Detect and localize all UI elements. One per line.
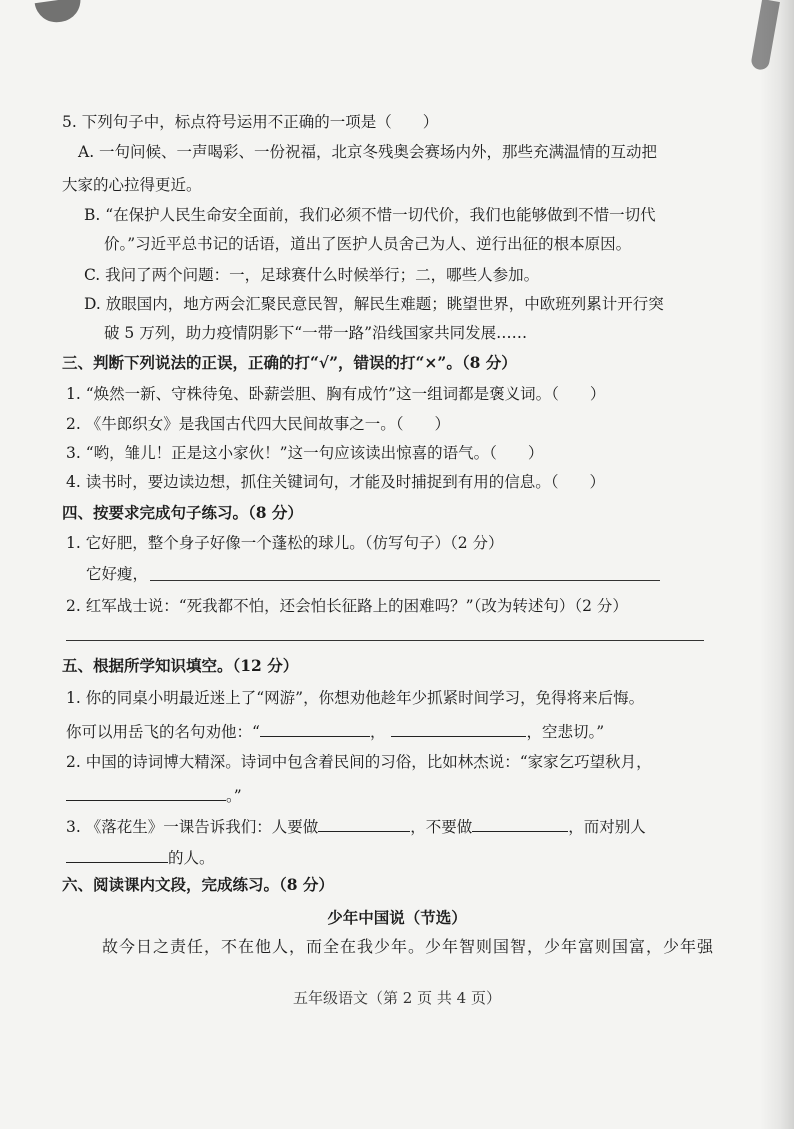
s5-q3-mid: ，不要做 [410,818,473,836]
s3-item-4: 4. 读书时，要边读边想，抓住关键词句，才能及时捕捉到有用的信息。（ ） [66,473,605,491]
s4-q1: 1. 它好肥，整个身子好像一个蓬松的球儿。（仿写句子）（2 分） [66,534,504,552]
section-3-heading: 三、判断下列说法的正误，正确的打“√”，错误的打“×”。（8 分） [62,353,517,372]
s4-q2: 2. 红军战士说：“死我都不怕，还会怕长征路上的困难吗？”（改为转述句）（2 分） [66,597,628,615]
s5-q2-end: 。” [226,787,242,805]
s5-q1-line1: 1. 你的同桌小明最近迷上了“网游”，你想劝他趁年少抓紧时间学习，免得将来后悔。 [66,689,645,707]
scan-corner-mark [35,0,84,25]
q5-option-d-line1: D. 放眼国内，地方两会汇聚民意民智，解民生难题；眺望世界，中欧班列累计开行突 [84,295,664,313]
scan-shadow-edge [760,0,794,1129]
s5-q3-line2 [66,846,215,868]
passage-title: 少年中国说（节选） [327,908,467,927]
s5-q1-blank-2[interactable] [391,720,526,737]
section-6-heading: 六、阅读课内文段，完成练习。（8 分） [62,875,334,894]
passage-paragraph: 故今日之责任，不在他人，而全在我少年。少年智则国智，少年富则国富，少年强 [102,937,715,956]
s5-q3-blank-1[interactable] [318,815,410,832]
q5-stem: 5. 下列句子中，标点符号运用不正确的一项是（ ） [62,113,439,131]
s5-q3-blank-3[interactable] [66,846,168,863]
s5-q1-prefix: 你可以用岳飞的名句劝他：“ [66,723,260,741]
section-5-heading: 五、根据所学知识填空。（12 分） [62,656,299,675]
s5-q2-line1: 2. 中国的诗词博大精深。诗词中包含着民间的习俗，比如林杰说：“家家乞巧望秋月， [66,753,652,771]
s4-q1-prefix: 它好瘦， [86,565,149,583]
s3-item-1: 1. “焕然一新、守株待兔、卧薪尝胆、胸有成竹”这一组词都是褒义词。（ ） [66,385,606,403]
q5-option-a-line1: A. 一句问候、一声喝彩、一份祝福，北京冬残奥会赛场内外，那些充满温情的互动把 [78,143,658,161]
q5-option-c: C. 我问了两个问题：一，足球赛什么时候举行；二，哪些人参加。 [84,266,540,284]
s5-q3-blank-2[interactable] [472,815,568,832]
s5-q2-line2 [66,784,242,806]
section-4-heading: 四、按要求完成句子练习。（8 分） [62,503,303,522]
s5-q1-line2 [66,720,604,742]
s5-q1-mid: ， [369,723,386,741]
s5-q3-end: ，而对别人 [568,818,646,836]
s5-q1-end: ，空悲切。” [526,723,605,741]
s4-q2-answer-line[interactable] [66,640,704,641]
s4-q1-answer-line[interactable] [150,580,660,581]
q5-option-b-line2: 价。”习近平总书记的话语，道出了医护人员舍己为人、逆行出征的根本原因。 [104,235,632,253]
page-footer: 五年级语文（第 2 页 共 4 页） [293,989,501,1007]
s3-item-3: 3. “哟，雏儿！正是这小家伙！”这一句应该读出惊喜的语气。（ ） [66,444,544,462]
q5-option-d-line2: 破 5 万列，助力疫情阴影下“一带一路”沿线国家共同发展…… [104,324,528,342]
q5-option-b-line1: B. “在保护人民生命安全面前，我们必须不惜一切代价，我们也能够做到不惜一切代 [84,206,656,224]
s3-item-2: 2. 《牛郎织女》是我国古代四大民间故事之一。（ ） [66,415,450,433]
s5-q3-line1 [66,815,646,837]
q5-option-a-line2: 大家的心拉得更近。 [62,176,202,194]
s5-q2-blank[interactable] [66,784,226,801]
s5-q1-blank-1[interactable] [260,720,370,737]
s5-q3-line2-end: 的人。 [168,849,215,867]
s5-q3-prefix: 3. 《落花生》一课告诉我们：人要做 [66,818,319,836]
